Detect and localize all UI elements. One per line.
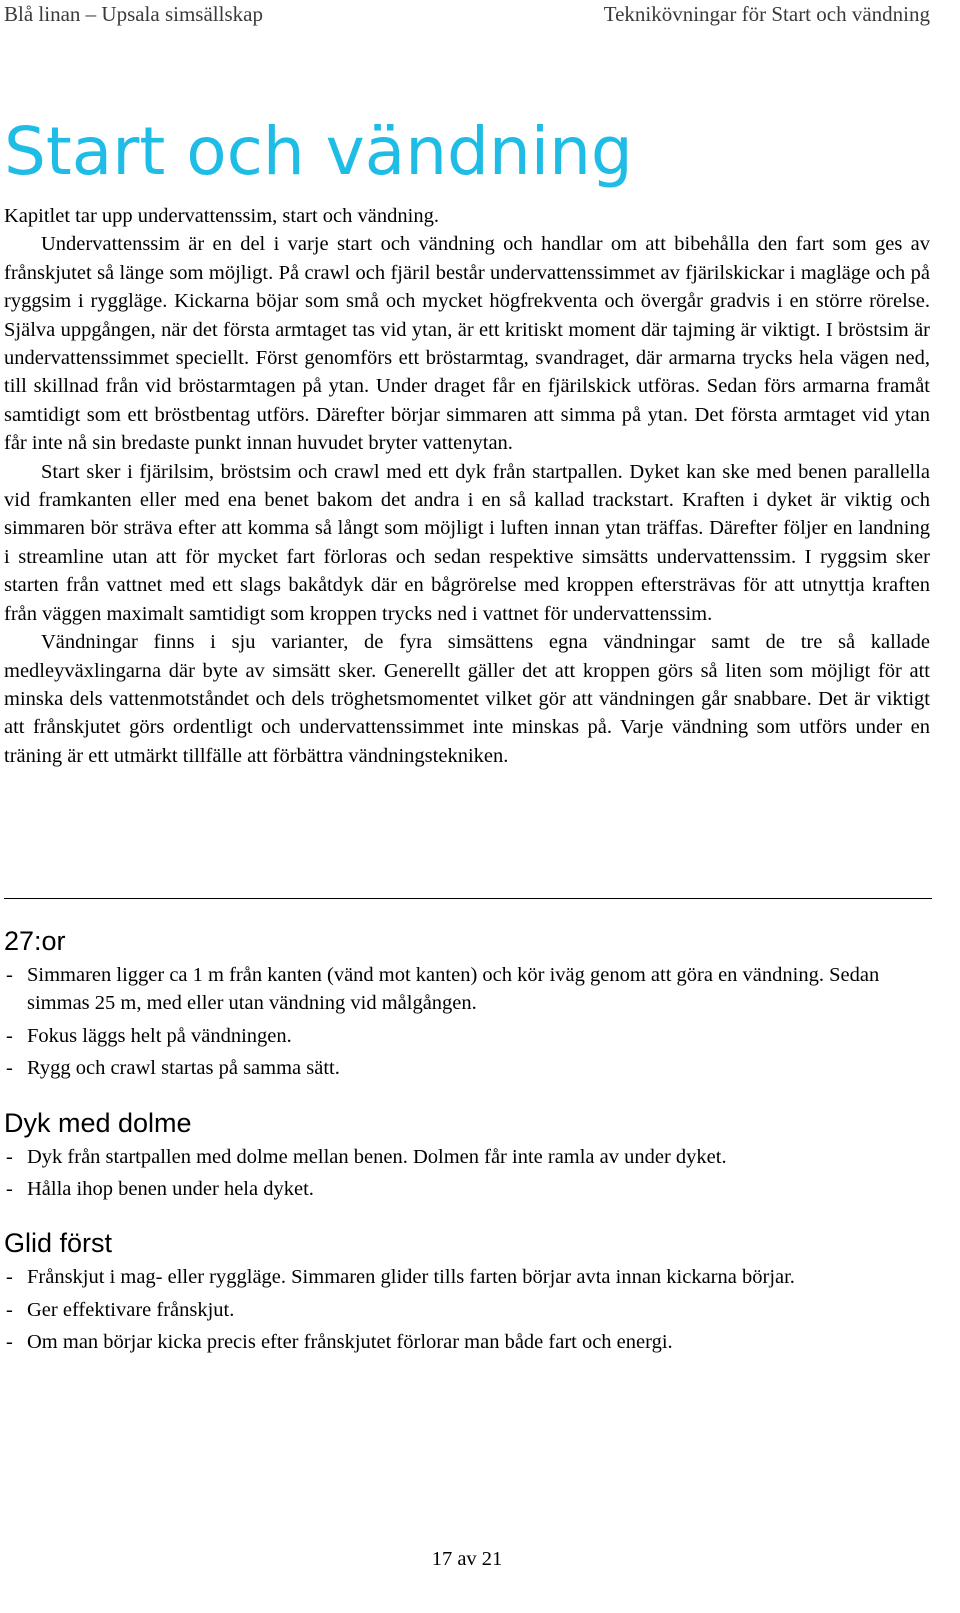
list-item-text: Frånskjut i mag- eller ryggläge. Simmaren glider tills farten börjar avta innan kickarna börjar. — [27, 1266, 795, 1289]
exercise-heading: Glid först — [4, 1228, 113, 1259]
intro-paragraph: Kapitlet tar upp undervattenssim, start och vändning. — [4, 205, 439, 227]
exercise-heading: Dyk med dolme — [4, 1107, 192, 1138]
exercise-bullets — [4, 961, 930, 1083]
paragraph-start: Start sker i fjärilsim, bröstsim och crawl med ett dyk från startpallen. Dyket kan ske med benen parallella vid framkanten eller med ena benet bakom det andra i en så kallad trackstart. Kraften i dyket är viktig och simmaren bör sträva efter att komma så långt som möjligt i luften innan ytan träffas. Därefter följer en landning i streamline utan att för mycket fart förloras och sedan respektive simsätts undervattenssim. I ryggsim sker starten från vattnet med ett slags bakåtdyk där en bågrörelse med kroppen eftersträvas för att utnyttja kraften från väggen maximalt samtidigt som kroppen trycks ned i vattnet för undervattenssim. — [4, 460, 930, 625]
exercise-heading: 27:or — [4, 926, 66, 956]
list-item — [4, 1328, 930, 1356]
chapter-body — [4, 202, 930, 770]
list-item — [4, 1296, 930, 1324]
list-item — [4, 1263, 930, 1291]
list-item-text: Hålla ihop benen under hela dyket. — [27, 1178, 314, 1201]
header-left-text: Blå linan – Upsala simsällskap — [4, 2, 263, 26]
paragraph-underwater: Undervattenssim är en del i varje start och vändning och handlar om att bibehålla den fart som ges av frånskjutet så länge som möjligt. På crawl och fjäril består undervattenssimmet av fjärilskickar i magläge och på ryggsim i ryggläge. Kickarna böjar som små och mycket högfrekventa och övergår gradvis i en större rörelse. Själva uppgången, när det första armtaget tas vid ytan, är ett kritiskt moment där tajming är viktigt. I bröstsim är undervattenssimmet speciellt. Först genomförs ett bröstarmtag, svandraget, där armarna trycks hela vägen ned, till skillnad från vid bröstarmtagen på ytan. Under draget får en fjärilskick utföras. Sedan förs armarna framåt samtidigt som ett bröstbentag utförs. Därefter börjar simmaren att simma på ytan. Det första armtaget vid ytan får inte nå sin bredaste punkt innan huvudet bryter vattenytan. — [4, 233, 930, 455]
exercise-27or — [4, 921, 930, 1083]
header-right-text: Teknikövningar för Start och vändning — [603, 2, 930, 26]
list-item — [4, 1022, 930, 1050]
list-item-text: Rygg och crawl startas på samma sätt. — [27, 1057, 340, 1080]
bullet-dash: - — [6, 1266, 13, 1289]
list-item — [4, 1175, 930, 1203]
bullet-dash: - — [6, 1331, 13, 1354]
exercise-glid-forst — [4, 1223, 930, 1356]
bullet-dash: - — [6, 1057, 13, 1080]
bullet-dash: - — [6, 1145, 13, 1168]
exercise-list — [4, 921, 930, 1377]
exercise-dyk-med-dolme — [4, 1103, 930, 1204]
page-title: Start och vändning — [4, 113, 633, 190]
bullet-dash: - — [6, 964, 13, 986]
list-item-text: Dyk från startpallen med dolme mellan benen. Dolmen får inte ramla av under dyket. — [27, 1145, 727, 1168]
exercise-bullets — [4, 1143, 930, 1204]
list-item-text: Ger effektivare frånskjut. — [27, 1298, 235, 1321]
bullet-dash: - — [6, 1298, 13, 1321]
list-item — [4, 1054, 930, 1082]
list-item-text: Om man börjar kicka precis efter frånskjutet förlorar man både fart och energi. — [27, 1331, 673, 1354]
bullet-dash: - — [6, 1024, 13, 1047]
paragraph-turns: Vändningar finns i sju varianter, de fyra simsättens egna vändningar samt de tre så kallade medleyväxlingarna där byte av simsätt sker. Generellt gäller det att kroppen görs så liten som möjligt för att minska dels vattenmotståndet och dels tröghetsmomentet vilket gör att vändningen går snabbare. Det är viktigt att frånskjutet görs ordentligt och undervattenssimmet inte minskas på. Varje vändning som utförs under en träning är ett utmärkt tillfälle att förbättra vändningstekniken. — [4, 631, 930, 767]
bullet-dash: - — [6, 1178, 13, 1201]
list-item-text: Fokus läggs helt på vändningen. — [27, 1024, 292, 1047]
list-item-text: Simmaren ligger ca 1 m från kanten (vänd mot kanten) och kör iväg genom att göra en vändning. Sedan simmas 25 m, med eller utan vändning vid målgången. — [27, 964, 880, 1015]
list-item — [4, 1143, 930, 1171]
page-number: 17 av 21 — [431, 1548, 503, 1570]
running-header — [4, 0, 930, 30]
exercise-bullets — [4, 1263, 930, 1356]
section-divider — [4, 898, 932, 899]
list-item — [4, 961, 930, 1018]
